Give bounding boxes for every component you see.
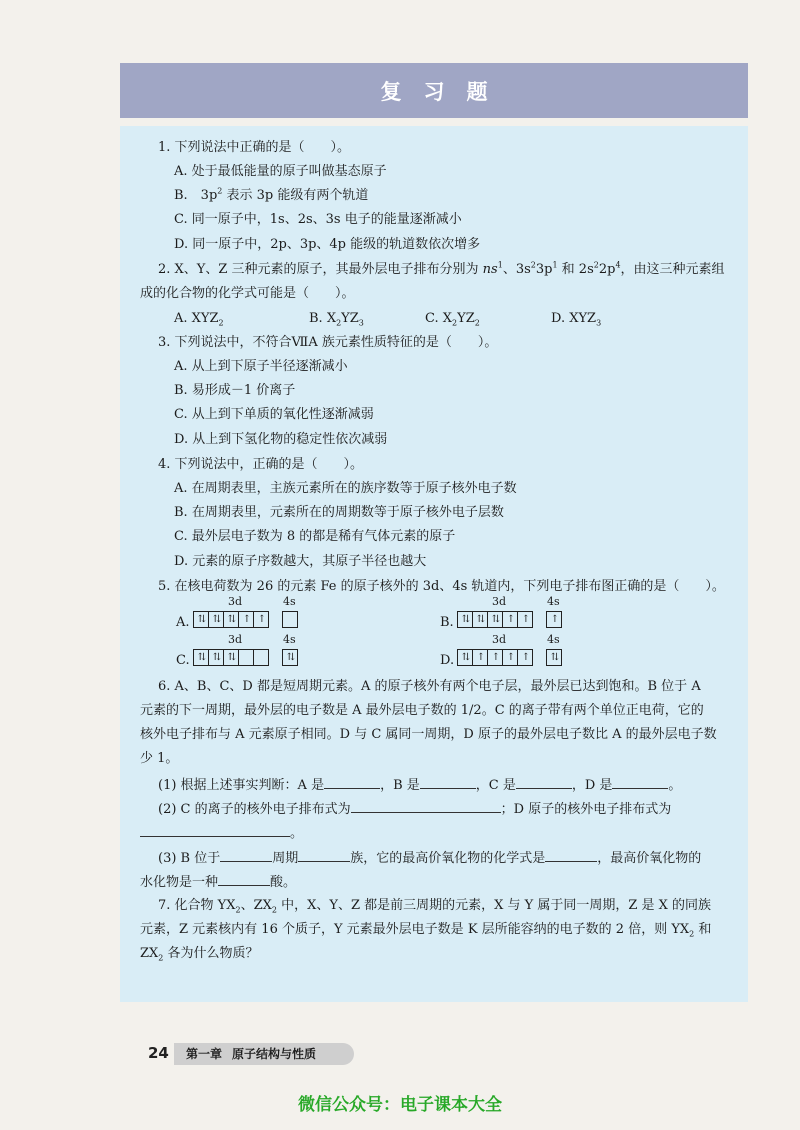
chapter-tab <box>174 1043 354 1065</box>
q2-stem-line2: 成的化合物的化学式可能是（ ）。 <box>140 286 355 301</box>
orbital-box: ↑ <box>502 611 518 628</box>
orbital-box-4s: ⇅ <box>546 649 562 666</box>
orbital-box: ⇅ <box>193 611 209 628</box>
orbital-label-4s: 4s <box>547 633 560 646</box>
orbital-box: ↑ <box>472 649 488 666</box>
q6-part3-cont: 水化物是一种 酸。 <box>140 872 296 892</box>
q3-option-a: A. 从上到下原子半径逐渐减小 <box>174 359 348 374</box>
q2-option-a: A. $XYZ_2$ <box>174 311 224 328</box>
page-number: 24 <box>148 1044 169 1062</box>
q3-option-d: D. 从上到下氢化物的稳定性依次减弱 <box>174 432 388 447</box>
section-header <box>120 63 748 118</box>
orbital-label-3d: 3d <box>492 633 507 646</box>
q6-line3: 核外电子排布与 A 元素原子相同。D 与 C 属同一周期，D 原子的最外层电子数比 A 的最外层电子数 <box>140 727 717 742</box>
orbital-box: ↑ <box>253 611 269 628</box>
answer-blank[interactable] <box>351 799 501 813</box>
q1-stem: 1. 下列说法中正确的是（ ）。 <box>158 140 351 155</box>
orbital-box: ↑ <box>517 649 533 666</box>
orbital-box <box>253 649 269 666</box>
q5-option-letter: C. <box>176 653 190 668</box>
orbital-boxes-3d <box>458 649 533 666</box>
watermark-text: 微信公众号：电子课本大全 <box>298 1095 502 1115</box>
q7-line2: 元素，Z 元素核内有 16 个质子，Y 元素最外层电子数是 K 层所能容纳的电子数的 2 倍，则 $YX_2$ 和 <box>140 922 712 939</box>
q5-option-letter: A. <box>176 615 190 630</box>
orbital-label-4s: 4s <box>283 595 296 608</box>
orbital-label-3d: 3d <box>228 633 243 646</box>
orbital-box: ↑ <box>517 611 533 628</box>
orbital-label-4s: 4s <box>547 595 560 608</box>
orbital-box-4s <box>282 611 298 628</box>
q2-option-d: D. $XYZ_3$ <box>551 311 602 328</box>
orbital-box-4s: ⇅ <box>282 649 298 666</box>
orbital-box: ⇅ <box>487 611 503 628</box>
section-title: 复习题 <box>380 79 510 104</box>
q3-option-b: B. 易形成－1 价离子 <box>174 383 296 398</box>
orbital-boxes-3d <box>458 611 533 628</box>
q5-stem: 5. 在核电荷数为 26 的元素 Fe 的原子核外的 3d、4s 轨道内，下列电子排布图正确的是（ ）。 <box>158 579 725 594</box>
chapter-title: 原子结构与性质 <box>232 1047 317 1061</box>
answer-blank[interactable] <box>298 848 350 862</box>
q6-part2-cont: 。 <box>140 823 303 843</box>
q6-part3: (3) B 位于 周期 族，它的最高价氧化物的化学式是 ，最高价氧化物的 <box>158 848 701 868</box>
orbital-box: ↑ <box>487 649 503 666</box>
orbital-box: ↑ <box>238 611 254 628</box>
q3-stem: 3. 下列说法中，不符合ⅦA 族元素性质特征的是（ ）。 <box>158 335 498 350</box>
orbital-box: ⇅ <box>193 649 209 666</box>
orbital-box: ⇅ <box>208 611 224 628</box>
q6-line4: 少 1。 <box>140 751 179 766</box>
q5-option-letter: D. <box>440 653 455 668</box>
orbital-label-3d: 3d <box>228 595 243 608</box>
orbital-boxes-3d <box>194 611 269 628</box>
orbital-boxes-3d <box>194 649 269 666</box>
orbital-box: ⇅ <box>208 649 224 666</box>
q4-option-b: B. 在周期表里，元素所在的周期数等于原子核外电子层数 <box>174 505 504 520</box>
q2-stem-line1: 2. X、Y、Z 三种元素的原子，其最外层电子排布分别为 $ns^1$、$3s^23p^1$ 和 $2s^22p^4$，由这三种元素组 <box>158 260 725 277</box>
q2-option-b: B. $X_2YZ_3$ <box>309 311 364 328</box>
orbital-box: ⇅ <box>223 649 239 666</box>
answer-blank[interactable] <box>516 775 572 789</box>
q6-line2: 元素的下一周期，最外层的电子数是 A 最外层电子数的 1/2。C 的离子带有两个单位正电荷，它的 <box>140 703 704 718</box>
answer-blank[interactable] <box>612 775 668 789</box>
q1-option-d: D. 同一原子中，2p、3p、4p 能级的轨道数依次增多 <box>174 237 481 252</box>
orbital-box: ⇅ <box>457 611 473 628</box>
q6-part2: (2) C 的离子的核外电子排布式为 ；D 原子的核外电子排布式为 <box>158 799 671 819</box>
orbital-box-4s: ↑ <box>546 611 562 628</box>
q1-option-a: A. 处于最低能量的原子叫做基态原子 <box>174 164 387 179</box>
orbital-box <box>238 649 254 666</box>
q7-line3: $ZX_2$ 各为什么物质？ <box>140 946 259 963</box>
orbital-box: ↑ <box>502 649 518 666</box>
chapter-number: 第一章 <box>186 1047 223 1061</box>
q4-option-c: C. 最外层电子数为 8 的都是稀有气体元素的原子 <box>174 529 456 544</box>
orbital-box: ⇅ <box>457 649 473 666</box>
q4-option-a: A. 在周期表里，主族元素所在的族序数等于原子核外电子数 <box>174 481 517 496</box>
q6-line1: 6. A、B、C、D 都是短周期元素。A 的原子核外有两个电子层，最外层已达到饱和。B 位于 A <box>158 679 701 694</box>
q7-line1: 7. 化合物 $YX_2$、$ZX_2$ 中，X、Y、Z 都是前三周期的元素，X 与 Y 属于同一周期，Z 是 X 的同族 <box>158 898 712 915</box>
answer-blank[interactable] <box>220 848 272 862</box>
q1-option-b: B. $3p^2$ 表示 3p 能级有两个轨道 <box>174 186 369 203</box>
orbital-label-3d: 3d <box>492 595 507 608</box>
answer-blank[interactable] <box>545 848 597 862</box>
answer-blank[interactable] <box>218 872 270 886</box>
q6-part1: (1) 根据上述事实判断：A 是 ，B 是 ，C 是 ，D 是 。 <box>158 775 681 795</box>
orbital-box: ⇅ <box>472 611 488 628</box>
answer-blank[interactable] <box>324 775 380 789</box>
q4-stem: 4. 下列说法中，正确的是（ ）。 <box>158 457 364 472</box>
q3-option-c: C. 从上到下单质的氧化性逐渐减弱 <box>174 407 374 422</box>
answer-blank[interactable] <box>140 823 290 837</box>
answer-blank[interactable] <box>420 775 476 789</box>
q1-option-c: C. 同一原子中，1s、2s、3s 电子的能量逐渐减小 <box>174 212 462 227</box>
q2-option-c: C. $X_2YZ_2$ <box>425 311 480 328</box>
q5-option-letter: B. <box>440 615 454 630</box>
q4-option-d: D. 元素的原子序数越大，其原子半径也越大 <box>174 554 427 569</box>
orbital-box: ⇅ <box>223 611 239 628</box>
orbital-label-4s: 4s <box>283 633 296 646</box>
